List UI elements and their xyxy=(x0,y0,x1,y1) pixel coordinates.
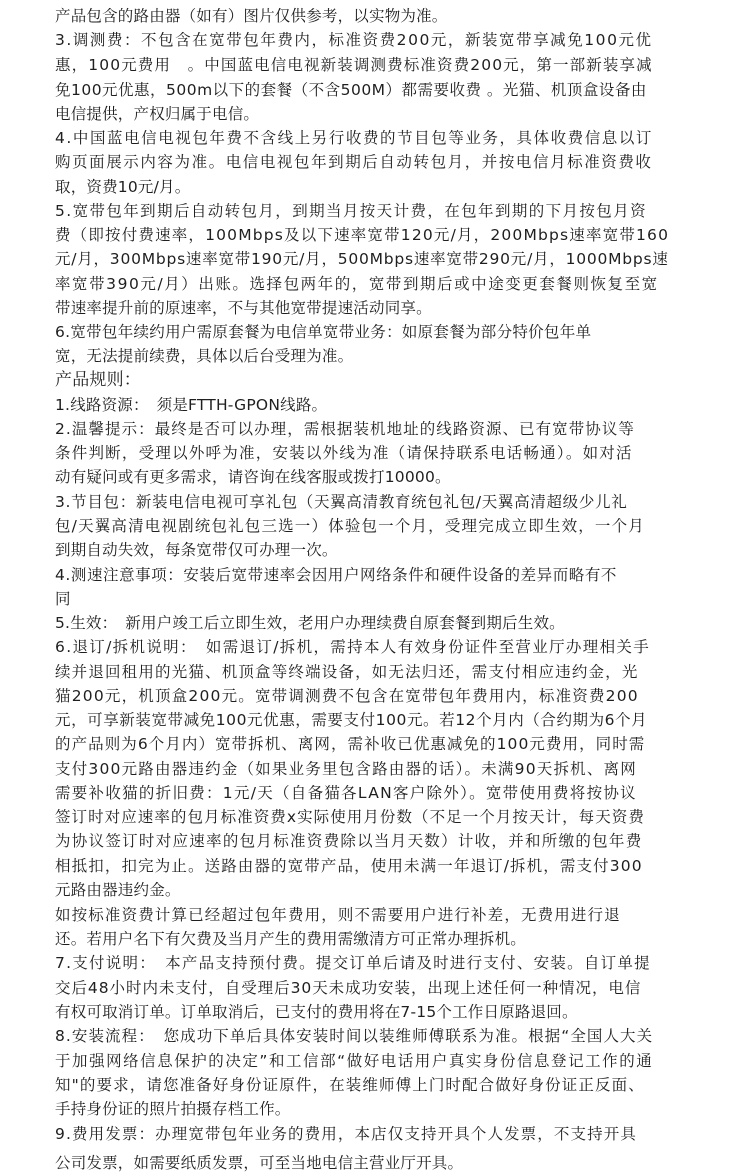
text-line: 9.费用发票：办理宽带包年业务的费用，本店仅支持开具个人发票，不支持开具 xyxy=(55,1125,637,1143)
text-line: 条件判断，受理以外呼为准，安装以外线为准（请保持联系电话畅通）。如对活 xyxy=(55,444,633,462)
text-line: 于加强网络信息保护的决定”和工信部“做好电话用户真实身份信息登记工作的通 xyxy=(55,1052,654,1070)
text-line: 有权可取消订单。订单取消后，已支付的费用将在7-15个工作日原路退回。 xyxy=(55,1003,578,1021)
text-line: 购页面展示内容为准。电信电视包年到期后自动转包月，并按电信月标准资费收 xyxy=(55,153,653,171)
text-line: 6.宽带包年续约用户需原套餐为电信单宽带业务：如原套餐为部分特价包年单 xyxy=(55,323,592,341)
text-line: 手持身份证的照片拍摄存档工作。 xyxy=(55,1100,291,1118)
text-line: 取，资费10元/月。 xyxy=(55,178,191,196)
text-line: 签订时对应速率的包月标准资费x实际使用月份数（不足一个月按天计，每天资费 xyxy=(55,808,645,826)
text-line: 4.测速注意事项：安装后宽带速率会因用户网络条件和硬件设备的差异而略有不 xyxy=(55,566,617,584)
text-line: 7.支付说明： 本产品支持预付费。提交订单后请及时进行支付、安装。自订单提 xyxy=(55,954,651,972)
text-line: 5.生效： 新用户竣工后立即生效，老用户办理续费自原套餐到期后生效。 xyxy=(55,614,565,632)
text-line: 元路由器违约金。 xyxy=(55,881,181,899)
text-line: 为协议签订时对应速率的包月标准资费除以当月天数）计收，并和所缴的包年费 xyxy=(55,832,643,850)
text-line: 相抵扣，扣完为止。送路由器的宽带产品，使用未满一年退订/拆机，需支付300 xyxy=(55,857,643,875)
text-line: 5.宽带包年到期后自动转包月，到期当月按天计费，在包年到期的下月按包月资 xyxy=(55,202,647,220)
text-line: 如按标准资费计算已经超过包年费用，则不需要用户进行补差，无费用进行退 xyxy=(55,906,621,924)
text-line: 惠，100元费用 。中国蓝电信电视新装调测费标准资费200元，第一部新装享减 xyxy=(55,56,653,74)
text-line: 免100元优惠，500m以下的套餐（不含500M）都需要收费 。光猫、机顶盒设备由 xyxy=(55,81,647,99)
section-heading-product-rules: 产品规则： xyxy=(55,370,141,390)
text-line: 1.线路资源： 须是FTTH-GPON线路。 xyxy=(55,396,328,414)
text-line: 产品包含的路由器（如有）图片仅供参考，以实物为准。 xyxy=(55,7,448,25)
text-line: 包/天翼高清电视剧统包礼包三选一）体验包一个月，受理完成立即生效，一个月 xyxy=(55,517,645,535)
text-line: 的产品则为6个月内）宽带拆机、离网，需补收已优惠减免的100元费用，同时需 xyxy=(55,735,646,753)
text-line: 电信提供，产权归属于电信。 xyxy=(55,105,260,123)
text-line: 交后48小时内未支付，自受理后30天未成功安装，出现上述任何一种情况，电信 xyxy=(55,979,642,997)
text-line: 支付300元路由器违约金（如果业务里包含路由器的话）。未满90天拆机、离网 xyxy=(55,760,637,778)
text-line: 同 xyxy=(55,590,71,608)
text-line: 4.中国蓝电信电视包年费不含线上另行收费的节目包等业务，具体收费信息以订 xyxy=(55,129,653,147)
text-line: 费（即按付费速率，100Mbps及以下速率宽带120元/月，200Mbps速率宽带160 xyxy=(55,226,670,244)
text-line: 续并退回租用的光猫、机顶盒等终端设备，如无法归还，需支付相应违约金，光 xyxy=(55,663,639,681)
text-line: 8.安装流程： 您成功下单后具体安装时间以装维师傅联系为准。根据“全国人大关 xyxy=(55,1027,654,1045)
text-line: 还。若用户名下有欠费及当月产生的费用需缴清方可正常办理拆机。 xyxy=(55,930,527,948)
text-line: 猫200元，机顶盒200元。宽带调测费不包含在宽带包年费用内，标准资费200 xyxy=(55,687,639,705)
text-line: 需要补收猫的折旧费：1元/天（自备猫各LAN客户除外）。宽带使用费将按协议 xyxy=(55,784,637,802)
text-line: 动有疑问或有更多需求，请咨询在线客服或拨打10000。 xyxy=(55,468,451,486)
text-line: 6.退订/拆机说明： 如需退订/拆机，需持本人有效身份证件至营业厅办理相关手 xyxy=(55,638,651,656)
text-line: 3.节目包：新装电信电视可享礼包（天翼高清教育统包礼包/天翼高清超级少儿礼 xyxy=(55,493,628,511)
text-line: 知"的要求，请您准备好身份证原件，在装维师傅上门时配合做好身份证正反面、 xyxy=(55,1076,645,1094)
text-line: 3.调测费：不包含在宽带包年费内，标准资费200元，新装宽带享减免100元优 xyxy=(55,31,653,49)
text-line: 率宽带390元/月）出账。选择包两年的，宽带到期后或中途变更套餐则恢复至宽 xyxy=(55,275,659,293)
text-line: 到期自动失效，每条宽带仅可办理一次。 xyxy=(55,541,338,559)
text-line: 带速率提升前的原速率，不与其他宽带提速活动同享。 xyxy=(55,299,432,317)
text-line: 公司发票，如需要纸质发票，可至当地电信主营业厅开具。 xyxy=(55,1153,464,1172)
text-line: 元/月，300Mbps速率宽带190元/月，500Mbps速率宽带290元/月，1000Mbps速 xyxy=(55,250,669,268)
text-line: 宽，无法提前续费，具体以后台受理为准。 xyxy=(55,347,354,365)
text-line: 2.温馨提示：最终是否可以办理，需根据装机地址的线路资源、已有宽带协议等 xyxy=(55,420,635,438)
text-line: 元，可享新装宽带减免100元优惠，需要支付100元。若12个月内（合约期为6个月 xyxy=(55,711,648,729)
